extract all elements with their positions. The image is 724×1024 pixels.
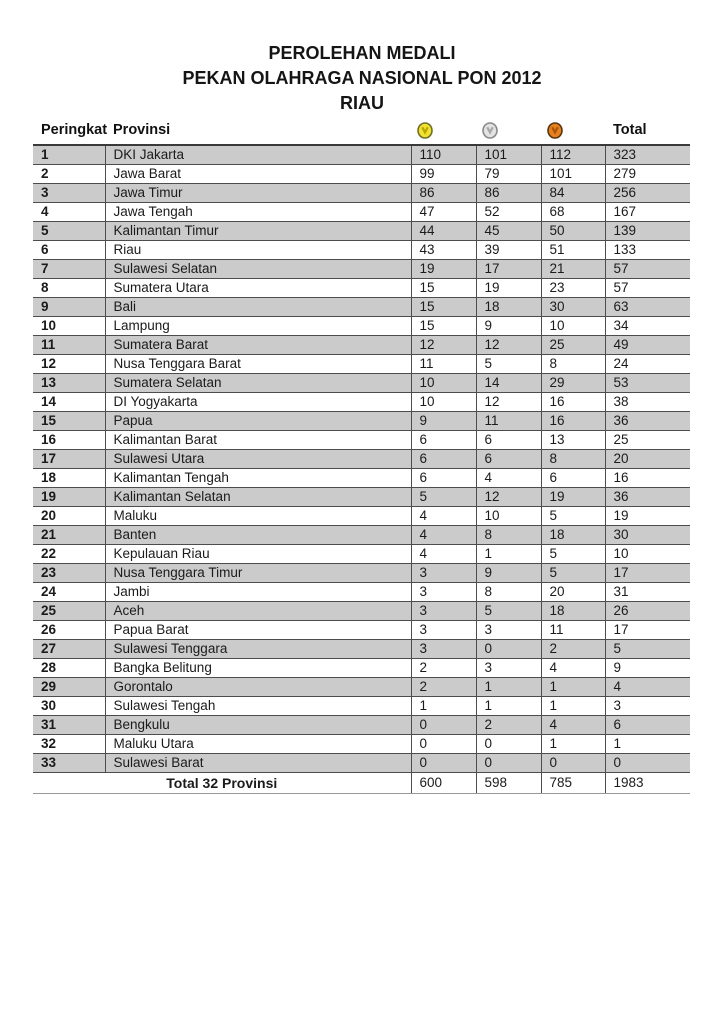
province-cell: Jawa Timur <box>105 184 411 203</box>
total-count-cell: 3 <box>605 697 690 716</box>
total-count-cell: 167 <box>605 203 690 222</box>
total-count-cell: 133 <box>605 241 690 260</box>
bronze-count-cell: 1 <box>541 678 605 697</box>
gold-count-cell: 44 <box>411 222 476 241</box>
table-row <box>33 298 690 317</box>
rank-cell: 30 <box>33 697 105 716</box>
total-gold-cell: 600 <box>411 773 476 794</box>
medal-table <box>33 118 690 794</box>
bronze-count-cell: 18 <box>541 526 605 545</box>
table-row <box>33 678 690 697</box>
bronze-count-cell: 0 <box>541 754 605 773</box>
bronze-count-cell: 5 <box>541 507 605 526</box>
province-cell: Bali <box>105 298 411 317</box>
province-cell: Riau <box>105 241 411 260</box>
total-count-cell: 24 <box>605 355 690 374</box>
table-row <box>33 545 690 564</box>
gold-count-cell: 86 <box>411 184 476 203</box>
gold-count-cell: 5 <box>411 488 476 507</box>
rank-cell: 7 <box>33 260 105 279</box>
total-silver-cell: 598 <box>476 773 541 794</box>
total-count-cell: 57 <box>605 279 690 298</box>
total-bronze-cell: 785 <box>541 773 605 794</box>
bronze-count-cell: 5 <box>541 545 605 564</box>
bronze-count-cell: 101 <box>541 165 605 184</box>
table-body <box>33 145 690 773</box>
total-row <box>33 773 690 794</box>
silver-count-cell: 79 <box>476 165 541 184</box>
silver-count-cell: 1 <box>476 545 541 564</box>
total-count-cell: 31 <box>605 583 690 602</box>
gold-count-cell: 43 <box>411 241 476 260</box>
province-cell: Banten <box>105 526 411 545</box>
table-row <box>33 393 690 412</box>
gold-count-cell: 6 <box>411 450 476 469</box>
header-total: Total <box>605 118 690 145</box>
province-cell: Maluku Utara <box>105 735 411 754</box>
rank-cell: 20 <box>33 507 105 526</box>
total-count-cell: 139 <box>605 222 690 241</box>
rank-cell: 10 <box>33 317 105 336</box>
total-count-cell: 38 <box>605 393 690 412</box>
rank-cell: 28 <box>33 659 105 678</box>
province-cell: Jambi <box>105 583 411 602</box>
table-row <box>33 203 690 222</box>
gold-count-cell: 2 <box>411 678 476 697</box>
total-overall-cell: 1983 <box>605 773 690 794</box>
gold-medal-icon <box>417 122 433 139</box>
rank-cell: 31 <box>33 716 105 735</box>
table-row <box>33 583 690 602</box>
gold-count-cell: 12 <box>411 336 476 355</box>
gold-count-cell: 3 <box>411 640 476 659</box>
bronze-count-cell: 16 <box>541 412 605 431</box>
bronze-count-cell: 29 <box>541 374 605 393</box>
gold-count-cell: 3 <box>411 602 476 621</box>
table-header-row <box>33 118 690 145</box>
silver-count-cell: 5 <box>476 355 541 374</box>
bronze-count-cell: 8 <box>541 450 605 469</box>
total-count-cell: 36 <box>605 412 690 431</box>
table-row <box>33 526 690 545</box>
province-cell: Sulawesi Tengah <box>105 697 411 716</box>
table-row <box>33 222 690 241</box>
title-line-2: PEKAN OLAHRAGA NASIONAL PON 2012 <box>182 68 542 88</box>
silver-count-cell: 3 <box>476 621 541 640</box>
table-row <box>33 450 690 469</box>
silver-medal-icon <box>482 122 498 139</box>
table-row <box>33 184 690 203</box>
province-cell: Lampung <box>105 317 411 336</box>
total-count-cell: 0 <box>605 754 690 773</box>
gold-count-cell: 10 <box>411 393 476 412</box>
province-cell: Papua <box>105 412 411 431</box>
table-row <box>33 374 690 393</box>
gold-count-cell: 2 <box>411 659 476 678</box>
total-count-cell: 279 <box>605 165 690 184</box>
province-cell: Sulawesi Barat <box>105 754 411 773</box>
bronze-count-cell: 68 <box>541 203 605 222</box>
table-row <box>33 716 690 735</box>
rank-cell: 12 <box>33 355 105 374</box>
table-row <box>33 659 690 678</box>
bronze-count-cell: 4 <box>541 716 605 735</box>
table-row <box>33 241 690 260</box>
total-count-cell: 53 <box>605 374 690 393</box>
silver-count-cell: 9 <box>476 564 541 583</box>
bronze-count-cell: 6 <box>541 469 605 488</box>
total-count-cell: 19 <box>605 507 690 526</box>
province-cell: Sumatera Barat <box>105 336 411 355</box>
gold-count-cell: 1 <box>411 697 476 716</box>
gold-count-cell: 15 <box>411 298 476 317</box>
gold-count-cell: 10 <box>411 374 476 393</box>
gold-count-cell: 0 <box>411 735 476 754</box>
total-count-cell: 26 <box>605 602 690 621</box>
bronze-count-cell: 4 <box>541 659 605 678</box>
document-title <box>0 41 724 116</box>
gold-count-cell: 6 <box>411 431 476 450</box>
rank-cell: 24 <box>33 583 105 602</box>
table-row <box>33 754 690 773</box>
table-row <box>33 431 690 450</box>
province-cell: Nusa Tenggara Timur <box>105 564 411 583</box>
rank-cell: 21 <box>33 526 105 545</box>
silver-count-cell: 10 <box>476 507 541 526</box>
table-row <box>33 621 690 640</box>
rank-cell: 16 <box>33 431 105 450</box>
province-cell: DKI Jakarta <box>105 145 411 165</box>
total-count-cell: 34 <box>605 317 690 336</box>
gold-count-cell: 3 <box>411 564 476 583</box>
table-row <box>33 488 690 507</box>
rank-cell: 13 <box>33 374 105 393</box>
silver-count-cell: 45 <box>476 222 541 241</box>
bronze-count-cell: 30 <box>541 298 605 317</box>
silver-count-cell: 19 <box>476 279 541 298</box>
bronze-count-cell: 1 <box>541 697 605 716</box>
table-row <box>33 145 690 165</box>
bronze-count-cell: 2 <box>541 640 605 659</box>
table-row <box>33 640 690 659</box>
silver-count-cell: 12 <box>476 336 541 355</box>
rank-cell: 17 <box>33 450 105 469</box>
silver-count-cell: 6 <box>476 431 541 450</box>
gold-count-cell: 11 <box>411 355 476 374</box>
province-cell: Sulawesi Tenggara <box>105 640 411 659</box>
total-count-cell: 57 <box>605 260 690 279</box>
bronze-count-cell: 20 <box>541 583 605 602</box>
header-gold-column <box>411 118 476 145</box>
table-row <box>33 564 690 583</box>
rank-cell: 4 <box>33 203 105 222</box>
bronze-count-cell: 50 <box>541 222 605 241</box>
total-count-cell: 10 <box>605 545 690 564</box>
rank-cell: 3 <box>33 184 105 203</box>
province-cell: Sumatera Selatan <box>105 374 411 393</box>
gold-count-cell: 110 <box>411 145 476 165</box>
table-row <box>33 317 690 336</box>
rank-cell: 25 <box>33 602 105 621</box>
total-count-cell: 36 <box>605 488 690 507</box>
silver-count-cell: 5 <box>476 602 541 621</box>
table-row <box>33 336 690 355</box>
total-count-cell: 17 <box>605 621 690 640</box>
rank-cell: 5 <box>33 222 105 241</box>
silver-count-cell: 0 <box>476 640 541 659</box>
gold-count-cell: 9 <box>411 412 476 431</box>
total-count-cell: 5 <box>605 640 690 659</box>
rank-cell: 1 <box>33 145 105 165</box>
rank-cell: 19 <box>33 488 105 507</box>
bronze-count-cell: 51 <box>541 241 605 260</box>
total-count-cell: 9 <box>605 659 690 678</box>
gold-count-cell: 99 <box>411 165 476 184</box>
province-cell: Sulawesi Selatan <box>105 260 411 279</box>
province-cell: Kalimantan Selatan <box>105 488 411 507</box>
silver-count-cell: 86 <box>476 184 541 203</box>
bronze-count-cell: 25 <box>541 336 605 355</box>
rank-cell: 8 <box>33 279 105 298</box>
rank-cell: 26 <box>33 621 105 640</box>
silver-count-cell: 18 <box>476 298 541 317</box>
total-count-cell: 30 <box>605 526 690 545</box>
gold-count-cell: 19 <box>411 260 476 279</box>
silver-count-cell: 11 <box>476 412 541 431</box>
gold-count-cell: 3 <box>411 621 476 640</box>
silver-count-cell: 6 <box>476 450 541 469</box>
header-peringkat: Peringkat <box>33 118 105 145</box>
total-count-cell: 1 <box>605 735 690 754</box>
rank-cell: 15 <box>33 412 105 431</box>
silver-count-cell: 52 <box>476 203 541 222</box>
total-count-cell: 323 <box>605 145 690 165</box>
province-cell: Gorontalo <box>105 678 411 697</box>
silver-count-cell: 12 <box>476 393 541 412</box>
rank-cell: 29 <box>33 678 105 697</box>
rank-cell: 2 <box>33 165 105 184</box>
province-cell: Kepulauan Riau <box>105 545 411 564</box>
province-cell: DI Yogyakarta <box>105 393 411 412</box>
table-row <box>33 165 690 184</box>
silver-count-cell: 3 <box>476 659 541 678</box>
bronze-count-cell: 5 <box>541 564 605 583</box>
rank-cell: 27 <box>33 640 105 659</box>
gold-count-cell: 4 <box>411 507 476 526</box>
silver-count-cell: 8 <box>476 526 541 545</box>
total-count-cell: 49 <box>605 336 690 355</box>
gold-count-cell: 0 <box>411 716 476 735</box>
silver-count-cell: 39 <box>476 241 541 260</box>
header-silver-column <box>476 118 541 145</box>
bronze-count-cell: 11 <box>541 621 605 640</box>
province-cell: Kalimantan Barat <box>105 431 411 450</box>
silver-count-cell: 0 <box>476 735 541 754</box>
silver-count-cell: 2 <box>476 716 541 735</box>
province-cell: Kalimantan Tengah <box>105 469 411 488</box>
bronze-count-cell: 16 <box>541 393 605 412</box>
rank-cell: 32 <box>33 735 105 754</box>
bronze-count-cell: 84 <box>541 184 605 203</box>
rank-cell: 11 <box>33 336 105 355</box>
gold-count-cell: 3 <box>411 583 476 602</box>
title-line-3: RIAU <box>340 93 384 113</box>
table-row <box>33 507 690 526</box>
silver-count-cell: 9 <box>476 317 541 336</box>
province-cell: Sumatera Utara <box>105 279 411 298</box>
total-count-cell: 6 <box>605 716 690 735</box>
rank-cell: 9 <box>33 298 105 317</box>
silver-count-cell: 17 <box>476 260 541 279</box>
table-row <box>33 697 690 716</box>
bronze-count-cell: 21 <box>541 260 605 279</box>
silver-count-cell: 4 <box>476 469 541 488</box>
rank-cell: 18 <box>33 469 105 488</box>
gold-count-cell: 0 <box>411 754 476 773</box>
bronze-count-cell: 18 <box>541 602 605 621</box>
table-row <box>33 412 690 431</box>
rank-cell: 33 <box>33 754 105 773</box>
province-cell: Aceh <box>105 602 411 621</box>
province-cell: Maluku <box>105 507 411 526</box>
province-cell: Papua Barat <box>105 621 411 640</box>
table-row <box>33 735 690 754</box>
gold-count-cell: 47 <box>411 203 476 222</box>
gold-count-cell: 6 <box>411 469 476 488</box>
bronze-count-cell: 19 <box>541 488 605 507</box>
title-line-1: PEROLEHAN MEDALI <box>268 43 456 63</box>
bronze-medal-icon <box>547 122 563 139</box>
table-row <box>33 260 690 279</box>
total-count-cell: 16 <box>605 469 690 488</box>
bronze-count-cell: 23 <box>541 279 605 298</box>
total-count-cell: 4 <box>605 678 690 697</box>
total-count-cell: 17 <box>605 564 690 583</box>
table-row <box>33 279 690 298</box>
province-cell: Jawa Barat <box>105 165 411 184</box>
total-count-cell: 63 <box>605 298 690 317</box>
header-bronze-column <box>541 118 605 145</box>
rank-cell: 22 <box>33 545 105 564</box>
bronze-count-cell: 1 <box>541 735 605 754</box>
silver-count-cell: 14 <box>476 374 541 393</box>
bronze-count-cell: 8 <box>541 355 605 374</box>
silver-count-cell: 0 <box>476 754 541 773</box>
silver-count-cell: 1 <box>476 678 541 697</box>
table-row <box>33 469 690 488</box>
total-count-cell: 25 <box>605 431 690 450</box>
gold-count-cell: 4 <box>411 526 476 545</box>
silver-count-cell: 101 <box>476 145 541 165</box>
header-provinsi: Provinsi <box>105 118 411 145</box>
table-row <box>33 602 690 621</box>
province-cell: Nusa Tenggara Barat <box>105 355 411 374</box>
total-count-cell: 256 <box>605 184 690 203</box>
rank-cell: 23 <box>33 564 105 583</box>
province-cell: Kalimantan Timur <box>105 222 411 241</box>
gold-count-cell: 15 <box>411 317 476 336</box>
silver-count-cell: 12 <box>476 488 541 507</box>
province-cell: Jawa Tengah <box>105 203 411 222</box>
silver-count-cell: 8 <box>476 583 541 602</box>
rank-cell: 6 <box>33 241 105 260</box>
bronze-count-cell: 13 <box>541 431 605 450</box>
province-cell: Bangka Belitung <box>105 659 411 678</box>
bronze-count-cell: 10 <box>541 317 605 336</box>
total-row-label: Total 32 Provinsi <box>33 773 411 794</box>
province-cell: Sulawesi Utara <box>105 450 411 469</box>
table-row <box>33 355 690 374</box>
bronze-count-cell: 112 <box>541 145 605 165</box>
gold-count-cell: 15 <box>411 279 476 298</box>
silver-count-cell: 1 <box>476 697 541 716</box>
gold-count-cell: 4 <box>411 545 476 564</box>
province-cell: Bengkulu <box>105 716 411 735</box>
total-count-cell: 20 <box>605 450 690 469</box>
rank-cell: 14 <box>33 393 105 412</box>
